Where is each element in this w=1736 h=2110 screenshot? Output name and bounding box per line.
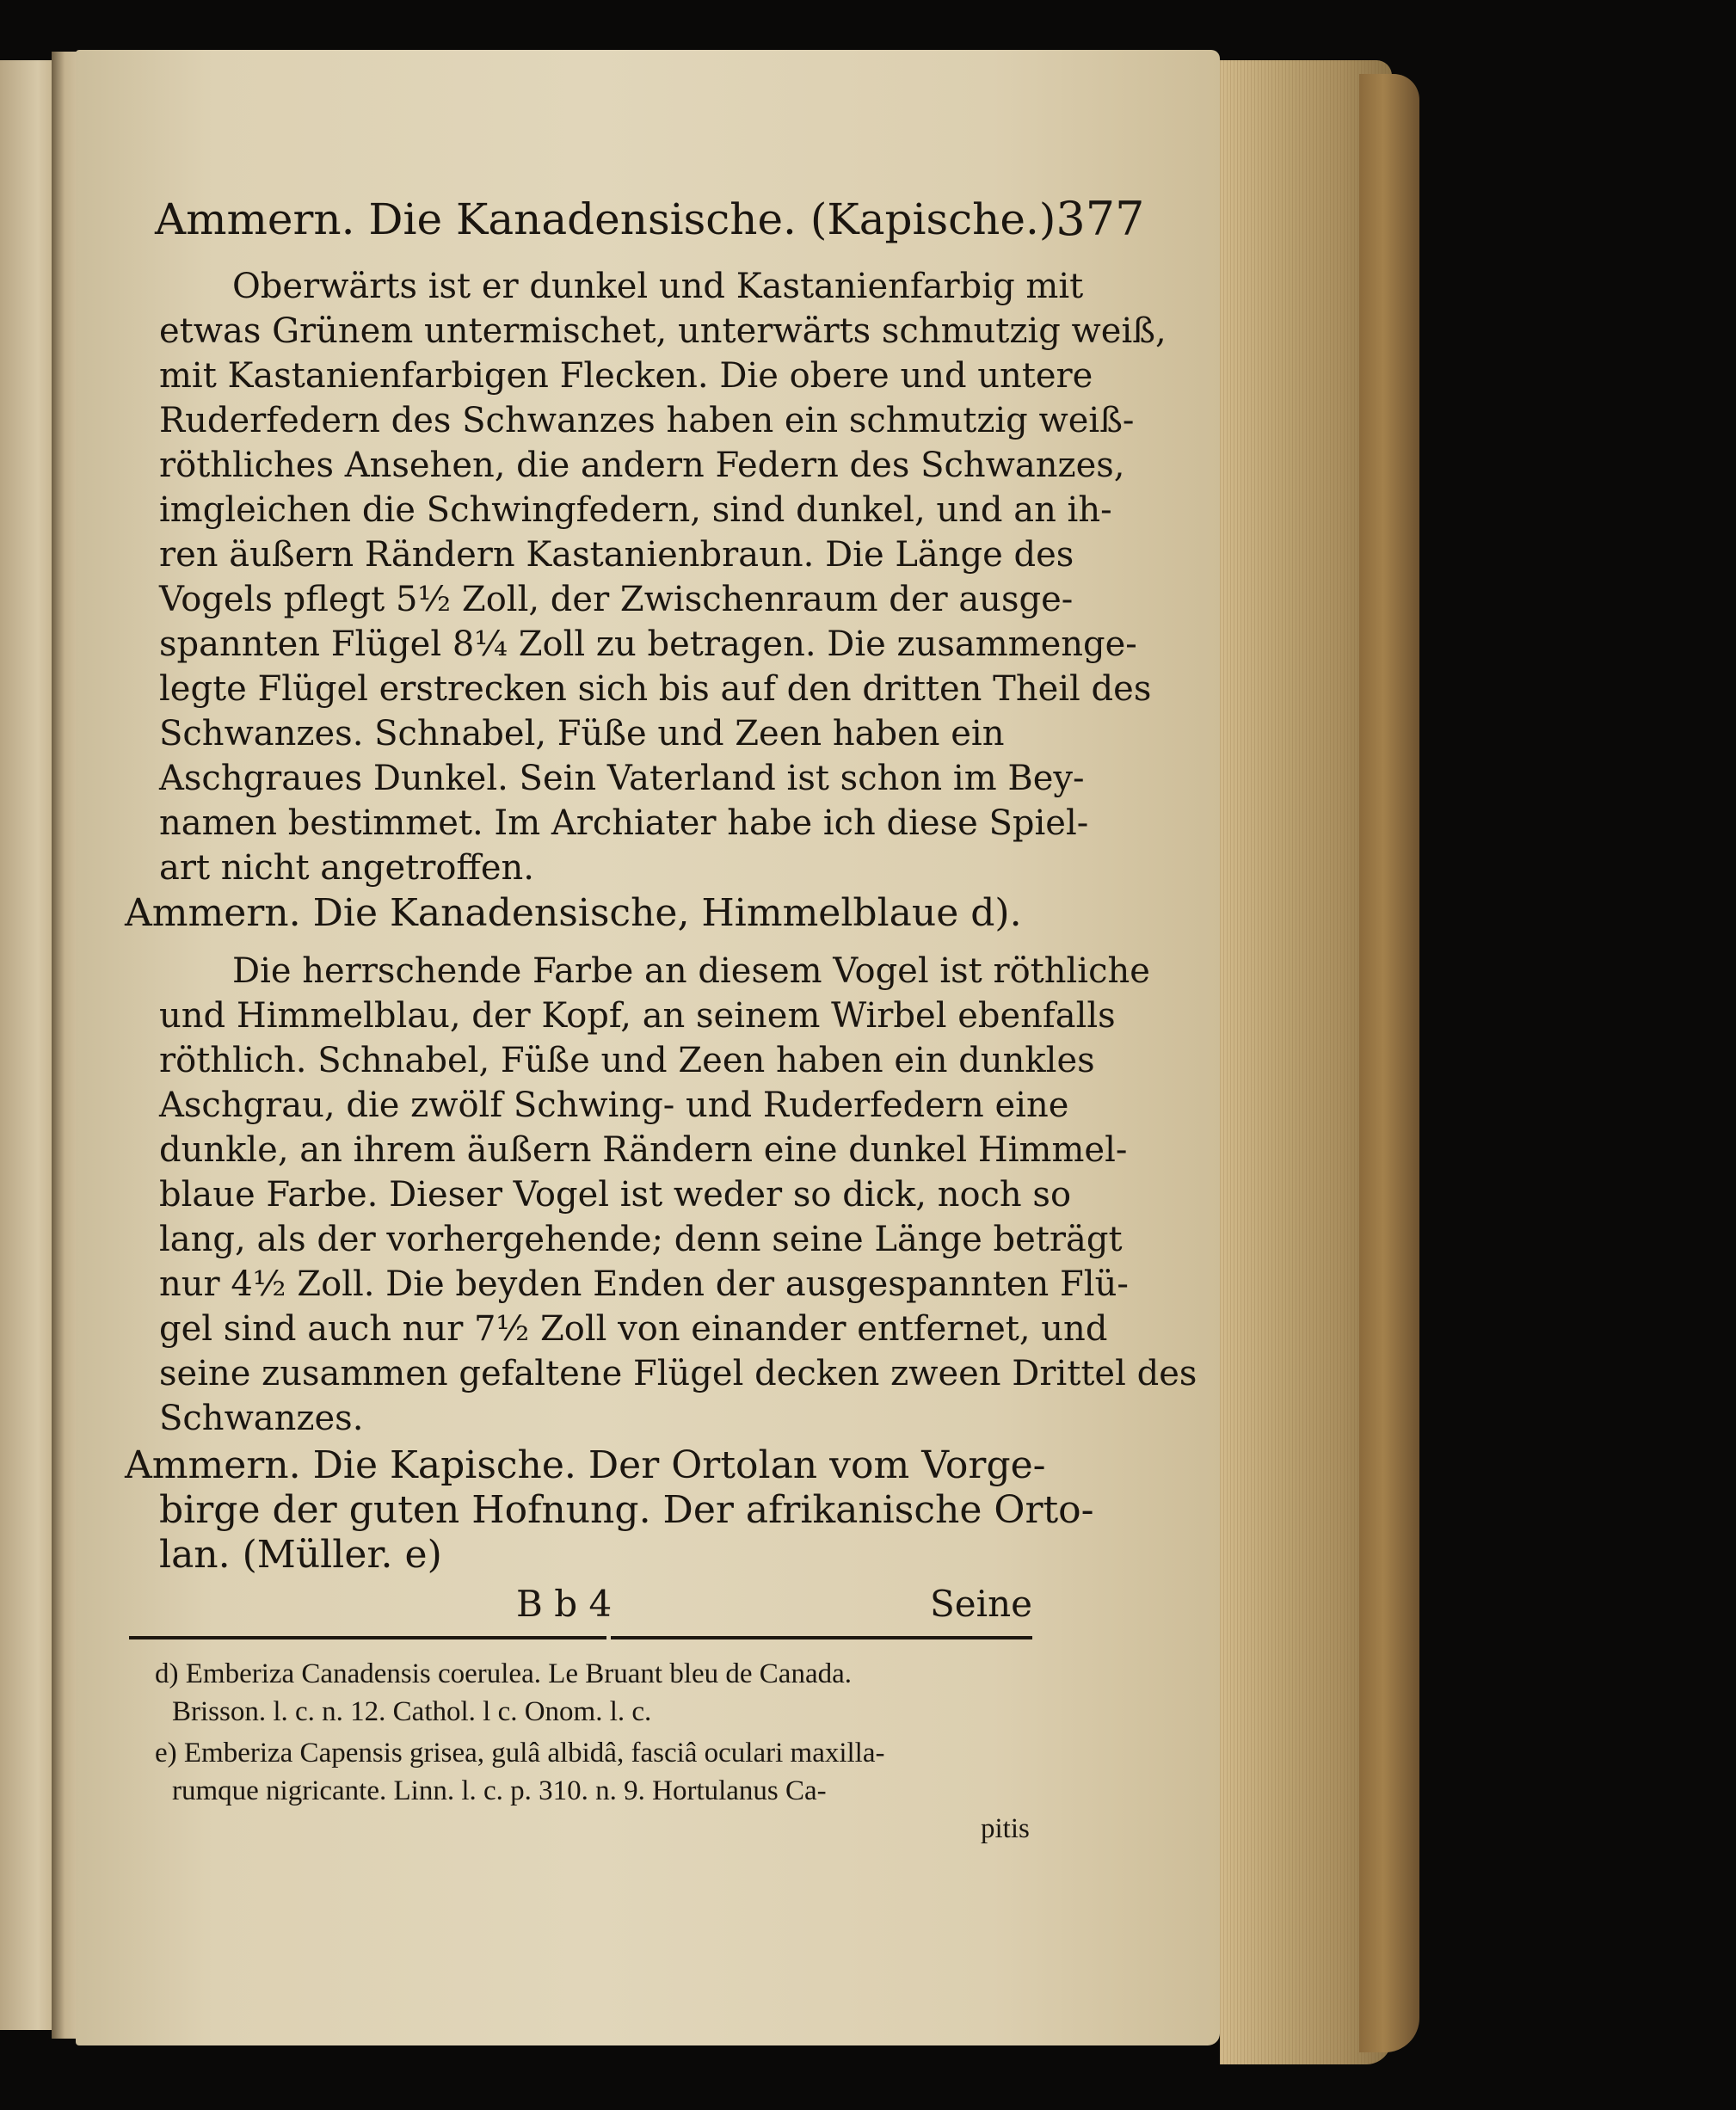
running-header <box>155 189 1145 249</box>
text-line: lang, als der vorhergehende; denn seine Länge beträgt <box>159 1220 1123 1259</box>
text-line: Vogels pflegt 5½ Zoll, der Zwischenraum der ausge- <box>159 580 1074 619</box>
text-line: Aschgraues Dunkel. Sein Vaterland ist schon im Bey- <box>159 759 1085 798</box>
text-line: ren äußern Rändern Kastanienbraun. Die Länge des <box>159 535 1074 575</box>
footnote-line: Brisson. l. c. n. 12. Cathol. l c. Onom. l. c. <box>172 1696 652 1727</box>
signature-mark: B b 4 <box>516 1583 613 1625</box>
page-number: 377 <box>1056 192 1145 246</box>
footnote-line: e) Emberiza Capensis grisea, gulâ albidâ, fasciâ oculari maxilla- <box>155 1738 885 1769</box>
text-line: und Himmelblau, der Kopf, an seinem Wirbel ebenfalls <box>159 996 1116 1036</box>
text-line: namen bestimmet. Im Archiater habe ich diese Spiel- <box>159 803 1089 843</box>
text-line: röthlich. Schnabel, Füße und Zeen haben ein dunkles <box>159 1041 1095 1080</box>
text-line: imgleichen die Schwingfedern, sind dunkel, und an ih- <box>159 490 1112 530</box>
book-cover-edge <box>1359 74 1419 2052</box>
text-line: gel sind auch nur 7½ Zoll von einander entfernet, und <box>159 1309 1108 1349</box>
text-line: Schwanzes. Schnabel, Füße und Zeen haben ein <box>159 714 1005 754</box>
heading-line: Ammern. Die Kanadensische, Himmelblaue d). <box>125 891 1022 935</box>
text-line: art nicht angetroffen. <box>159 848 534 888</box>
text-line: Die herrschende Farbe an diesem Vogel ist röthliche <box>232 951 1150 991</box>
footnote-line: rumque nigricante. Linn. l. c. p. 310. n. 9. Hortulanus Ca- <box>172 1775 827 1806</box>
text-line: legte Flügel erstrecken sich bis auf den dritten Theil des <box>159 669 1152 709</box>
footnote-line: pitis <box>981 1813 1030 1844</box>
heading-line: birge der guten Hofnung. Der afrikanische Orto- <box>159 1488 1094 1532</box>
catchword: Seine <box>930 1583 1032 1625</box>
text-line: Aschgrau, die zwölf Schwing- und Ruderfedern eine <box>159 1086 1069 1125</box>
footnote-rule-left <box>129 1636 606 1639</box>
text-line: blaue Farbe. Dieser Vogel ist weder so dick, noch so <box>159 1175 1072 1215</box>
heading-line: lan. (Müller. e) <box>159 1533 442 1577</box>
text-line: etwas Grünem untermischet, unterwärts schmutzig weiß, <box>159 311 1167 351</box>
signature-line <box>155 1578 1032 1630</box>
text-line: seine zusammen gefaltene Flügel decken zween Drittel des <box>159 1354 1197 1393</box>
text-line: mit Kastanienfarbigen Flecken. Die obere und untere <box>159 356 1093 396</box>
text-line: Schwanzes. <box>159 1399 364 1438</box>
footnote-line: d) Emberiza Canadensis coerulea. Le Bruant bleu de Canada. <box>155 1658 852 1689</box>
text-line: dunkle, an ihrem äußern Rändern eine dunkel Himmel- <box>159 1130 1128 1170</box>
text-line: Ruderfedern des Schwanzes haben ein schmutzig weiß- <box>159 401 1135 440</box>
footnote-rule-right <box>611 1636 1032 1639</box>
text-line: Oberwärts ist er dunkel und Kastanienfarbig mit <box>232 267 1084 306</box>
text-line: nur 4½ Zoll. Die beyden Enden der ausgespannten Flü- <box>159 1264 1129 1304</box>
text-line: spannten Flügel 8¼ Zoll zu betragen. Die zusammenge- <box>159 624 1137 664</box>
heading-line: Ammern. Die Kapische. Der Ortolan vom Vorge- <box>125 1443 1046 1487</box>
text-line: röthliches Ansehen, die andern Federn des Schwanzes, <box>159 446 1125 485</box>
running-title: Ammern. Die Kanadensische. (Kapische.) <box>155 194 1056 244</box>
